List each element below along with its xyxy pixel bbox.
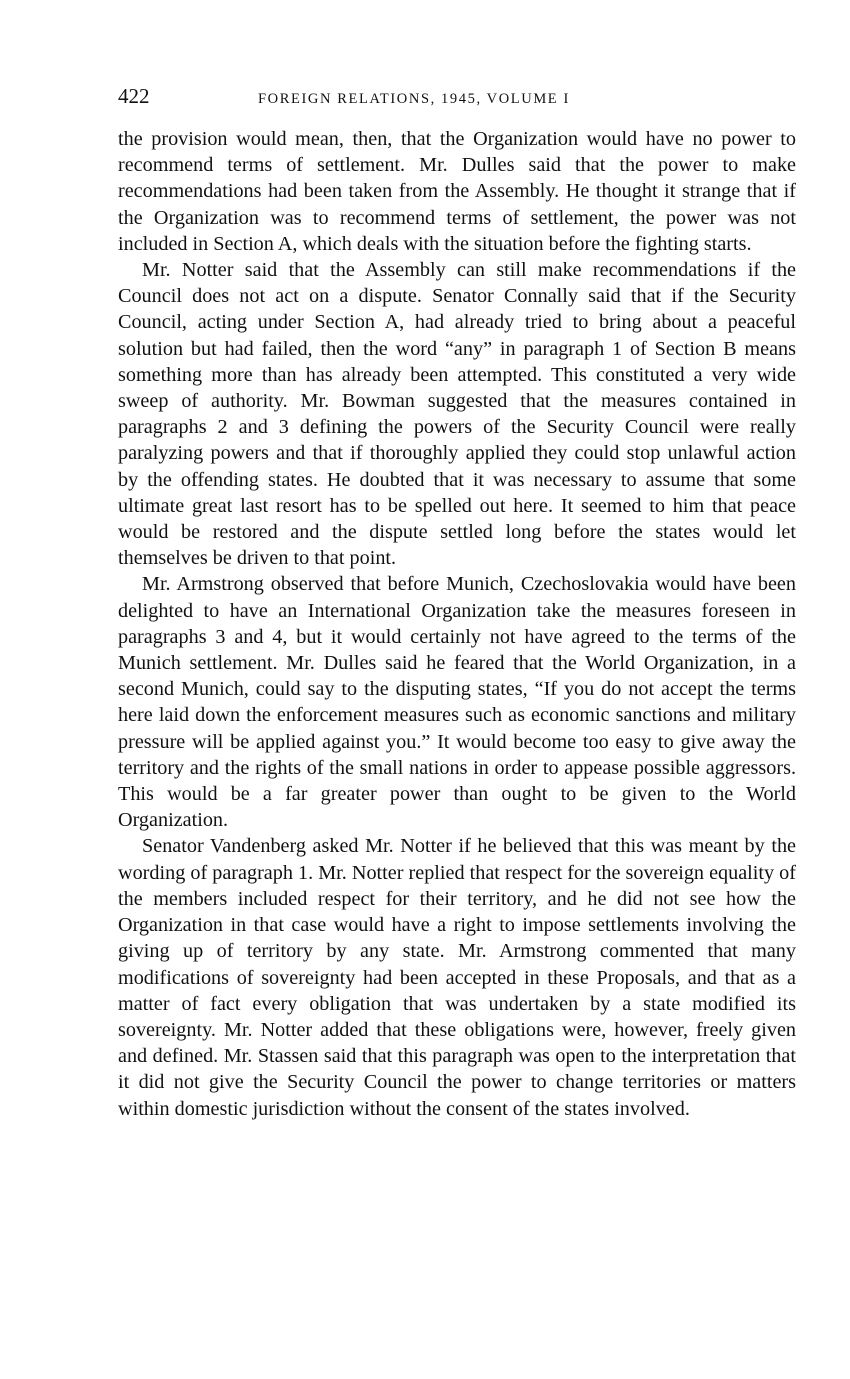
body-text	[118, 126, 796, 1122]
page-number: 422	[118, 84, 150, 108]
running-head	[118, 84, 796, 124]
paragraph-armstrong-munich: Mr. Armstrong observed that before Munich, Czechoslovakia would have been delighted to have an International Organization take the measures foreseen in paragraphs 3 and 4, but it would certainly not have agreed to the terms of the Munich settlement. Mr. Dulles said he feared that the World Organization, in a second Munich, could say to the disputing states, “If you do not accept the terms here laid down the enforcement measures such as economic sanctions and military pressure will be applied against you.” It would become too easy to give away the territory and the rights of the small nations in order to appease possible aggressors. This would be a far greater power than ought to be given to the World Organization.	[118, 573, 796, 832]
paragraph-continued: the provision would mean, then, that the Organization would have no power to recommend terms of settlement. Mr. Dulles said that the power to make recommendations had been taken from the Assembly. He thought it strange that if the Organization was to recommend terms of settlement, the power was not included in Section A, which deals with the situation before the fighting starts.	[118, 128, 796, 255]
paragraph-vandenberg-sovereignty: Senator Vandenberg asked Mr. Notter if he believed that this was meant by the wording of paragraph 1. Mr. Notter replied that respect for the sovereign equality of the members included respect for their territory, and he did not see how the Organization in that case would have a right to impose settlements involving the giving up of territory by any state. Mr. Armstrong commented that many modifications of sovereignty had been accepted in these Proposals, and that as a matter of fact every obligation that was undertaken by a state modified its sovereignty. Mr. Notter added that these obligations were, however, freely given and defined. Mr. Stassen said that this paragraph was open to the interpretation that it did not give the Security Council the power to change territories or matters within domestic jurisdiction without the consent of the states involved.	[118, 835, 796, 1120]
paragraph-notter-assembly: Mr. Notter said that the Assembly can still make recommendations if the Council does not act on a dispute. Senator Connally said that if the Security Council, acting under Section A, had already tried to bring about a peaceful solution but had failed, then the word “any” in paragraph 1 of Section B means something more than has already been attempted. This constituted a very wide sweep of authority. Mr. Bowman suggested that the measures contained in paragraphs 2 and 3 defining the powers of the Security Council were really paralyzing powers and that if thoroughly applied they could stop unlawful action by the offending states. He doubted that it was necessary to assume that some ultimate great last resort has to be spelled out here. It seemed to him that peace would be restored and the dispute settled long before the states would let themselves be driven to that point.	[118, 259, 796, 570]
running-title: FOREIGN RELATIONS, 1945, VOLUME I	[258, 91, 570, 107]
document-page	[118, 84, 796, 1122]
